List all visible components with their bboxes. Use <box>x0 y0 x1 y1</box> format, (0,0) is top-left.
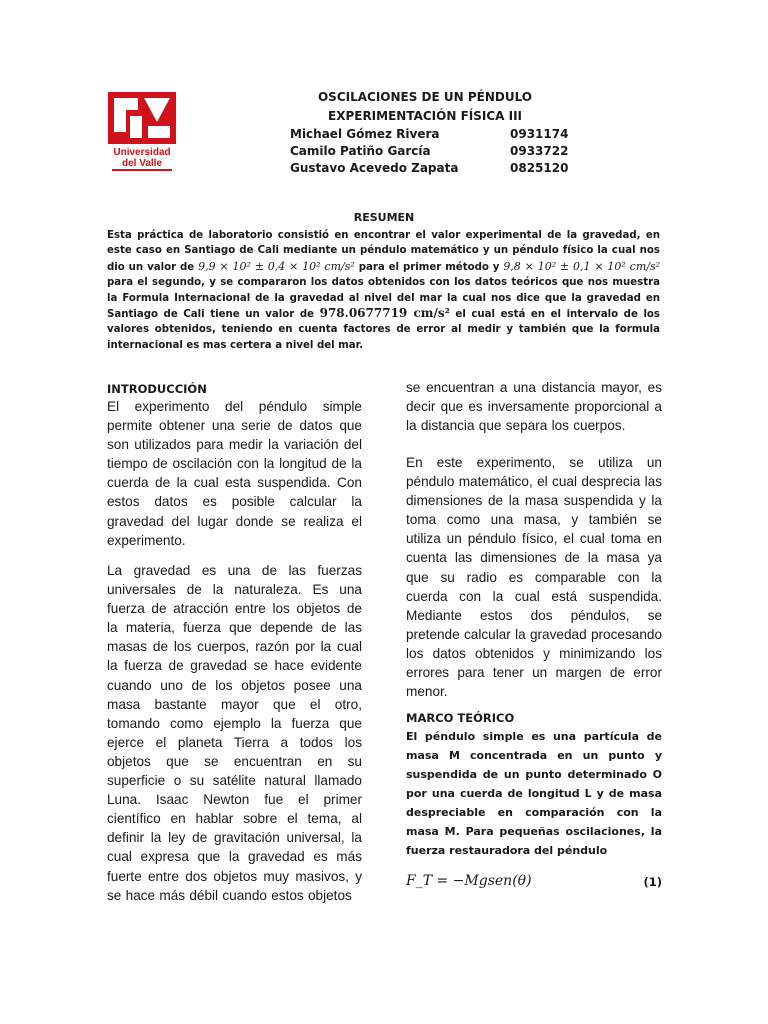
author-name: Camilo Patiño García <box>290 144 431 158</box>
paper-subtitle: EXPERIMENTACIÓN FÍSICA III <box>328 109 522 123</box>
logo-underline <box>112 169 172 171</box>
paper-title: OSCILACIONES DE UN PÉNDULO <box>317 90 533 104</box>
abstract-heading: RESUMEN <box>353 211 415 224</box>
right-paragraph-1: se encuentran a una distancia mayor, es decir que es inversamente proporcional a la distancia que separa los cuerpos. <box>406 380 662 434</box>
equation-number: (1) <box>643 875 662 889</box>
author-id: 0825120 <box>510 161 569 175</box>
university-logo <box>108 92 176 174</box>
marco-paragraph: El péndulo simple es una partícula de masa M concentrada en un punto y suspendida de un punto determinado O por una cuerda de longitud L y de masa despreciable en comparación con la masa M. Para pequeñas oscilaciones, la fuerza restauradora del péndulo <box>406 730 662 857</box>
intro-paragraph-2: La gravedad es una de las fuerzas universales de la naturaleza. Es una fuerza de atracción entre los objetos de la materia, fuerza que depende de las masas de los cuerpos, razón por la cual la fuerza de gravedad se hace evidente cuando uno de los objetos posee una masa bastante mayor que el otro, tomando como ejemplo la fuerza que ejerce el planeta Tierra a todos los objetos que se encuentran en su superficie o su satélite natural llamado Luna. Isaac Newton fue el primer científico en hablar sobre el tema, al definir la ley de gravitación universal, la cual expresa que la gravedad es más fuerte entre dos objetos muy masivos, y se hace más débil cuando estos objetos <box>107 563 362 903</box>
abstract-text <box>107 228 660 353</box>
right-paragraph-2: En este experimento, se utiliza un péndulo matemático, el cual desprecia las dimensiones de la masa suspendida y la toma como una masa, y también se utiliza un péndulo físico, el cual toma en cuenta las dimensiones de la masa ya que su radio es comparable con la cuerda con la cual está suspendida. Mediante estos dos péndulos, se pretende calcular la gravedad procesando los datos obtenidos y minimizando los errores para tener un margen de error menor. <box>406 455 662 700</box>
abstract-value-1: 9,9 × 10² ± 0,4 × 10² cm/s² <box>198 259 355 273</box>
author-name: Michael Gómez Rivera <box>290 127 440 141</box>
abstract-part: Esta práctica de laboratorio consistió en encontrar el valor experimental de la gravedad, en este caso en Santiago de Cali mediante un péndulo matemático y un péndulo físico la cual nos dio un valor de <box>107 230 660 273</box>
university-logo-mark-icon <box>108 92 176 144</box>
equation-1 <box>406 873 662 895</box>
equation-text: F_T = −Mgsen(θ) <box>406 873 532 889</box>
logo-text-line1: Universidad <box>113 147 171 158</box>
abstract-value-3: 978.0677719 cm/s² <box>319 306 450 321</box>
author-name: Gustavo Acevedo Zapata <box>290 161 459 175</box>
abstract-part: para el primer método y <box>354 261 504 273</box>
abstract-value-2: 9,8 × 10² ± 0,1 × 10² cm/s² <box>503 259 661 273</box>
abstract-part: el cual está en el intervalo de los valores obtenidos, teniendo en cuenta factores de error al medir y también que la formula internacional es mas certera a nivel del mar. <box>107 309 660 351</box>
logo-text-line2: del Valle <box>121 158 163 169</box>
equation-formula <box>406 873 532 889</box>
author-id: 0931174 <box>510 127 569 141</box>
marco-heading: MARCO TEÓRICO <box>406 711 515 725</box>
abstract-part: para el segundo, y se compararon los datos obtenidos con los datos teóricos que nos muestra la Formula Internacional de la gravedad al nivel del mar la cual nos dice que la gravedad en Santiago de Cali tiene un valor de <box>107 277 660 321</box>
intro-heading: INTRODUCCIÓN <box>107 382 207 396</box>
intro-paragraph-1: El experimento del péndulo simple permite obtener una serie de datos que son utilizados para medir la variación del tiempo de oscilación con la longitud de la cuerda de la cual esta suspendida. Con estos datos es posible calcular la gravedad del lugar donde se realiza el experimento. <box>107 399 362 548</box>
author-id: 0933722 <box>510 144 569 158</box>
